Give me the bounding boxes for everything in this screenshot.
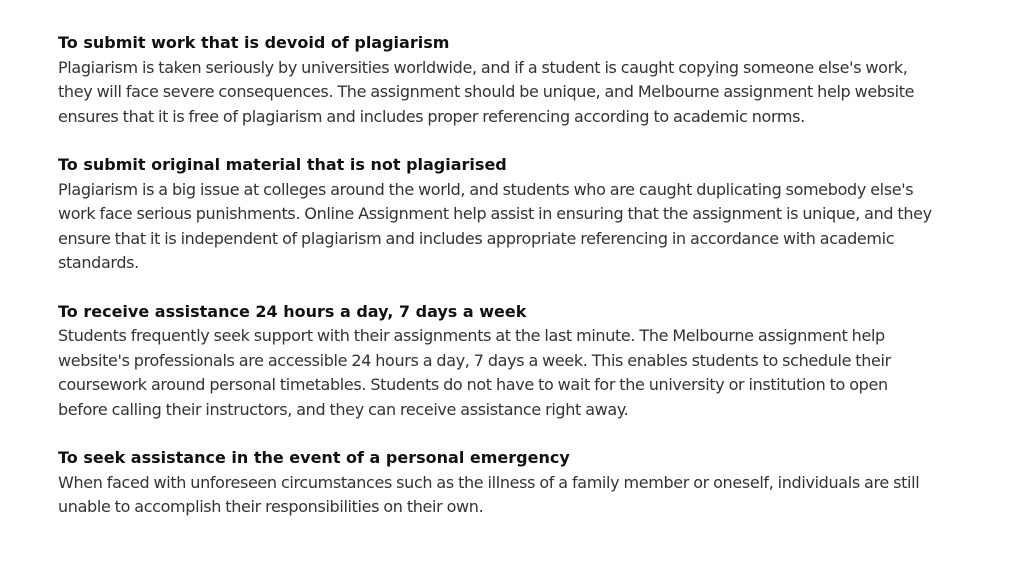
document-page [58, 31, 988, 544]
body-line: Plagiarism is taken seriously by universities worldwide, and if a student is caught copying someone else's work, [58, 57, 908, 77]
body-line: standards. [58, 253, 139, 272]
section-heading: To submit original material that is not plagiarised [58, 155, 507, 174]
section-body [58, 56, 988, 130]
section-heading: To receive assistance 24 hours a day, 7 days a week [58, 301, 527, 321]
body-line: work face serious punishments. Online Assignment help assist in ensuring that the assignment is unique, and they [58, 204, 932, 223]
section-body [58, 471, 988, 520]
body-line: coursework around personal timetables. Students do not have to wait for the university or institution to open [58, 375, 888, 394]
body-line: Plagiarism is a big issue at colleges around the world, and students who are caught duplicating somebody else's [58, 179, 914, 199]
section-personal-emergency [58, 446, 988, 520]
body-line: ensures that it is free of plagiarism and includes proper referencing according to academic norms. [58, 106, 805, 126]
body-line: ensure that it is independent of plagiarism and includes appropriate referencing in accordance with academic [58, 228, 895, 248]
section-heading: To submit work that is devoid of plagiarism [58, 33, 450, 52]
body-line: unable to accomplish their responsibilities on their own. [58, 497, 484, 516]
body-line: When faced with unforeseen circumstances such as the illness of a family member or oneself, individuals are still [58, 472, 920, 492]
section-24-7-assistance [58, 300, 988, 423]
section-plagiarism-free [58, 31, 988, 129]
body-line: website's professionals are accessible 24 hours a day, 7 days a week. This enables students to schedule their [58, 350, 891, 370]
section-body [58, 178, 988, 276]
body-line: they will face severe consequences. The assignment should be unique, and Melbourne assignment help website [58, 82, 915, 101]
body-line: Students frequently seek support with their assignments at the last minute. The Melbourne assignment help [58, 326, 885, 345]
section-heading: To seek assistance in the event of a personal emergency [58, 448, 570, 467]
section-original-material [58, 153, 988, 276]
section-body [58, 324, 988, 422]
body-line: before calling their instructors, and they can receive assistance right away. [58, 399, 629, 419]
